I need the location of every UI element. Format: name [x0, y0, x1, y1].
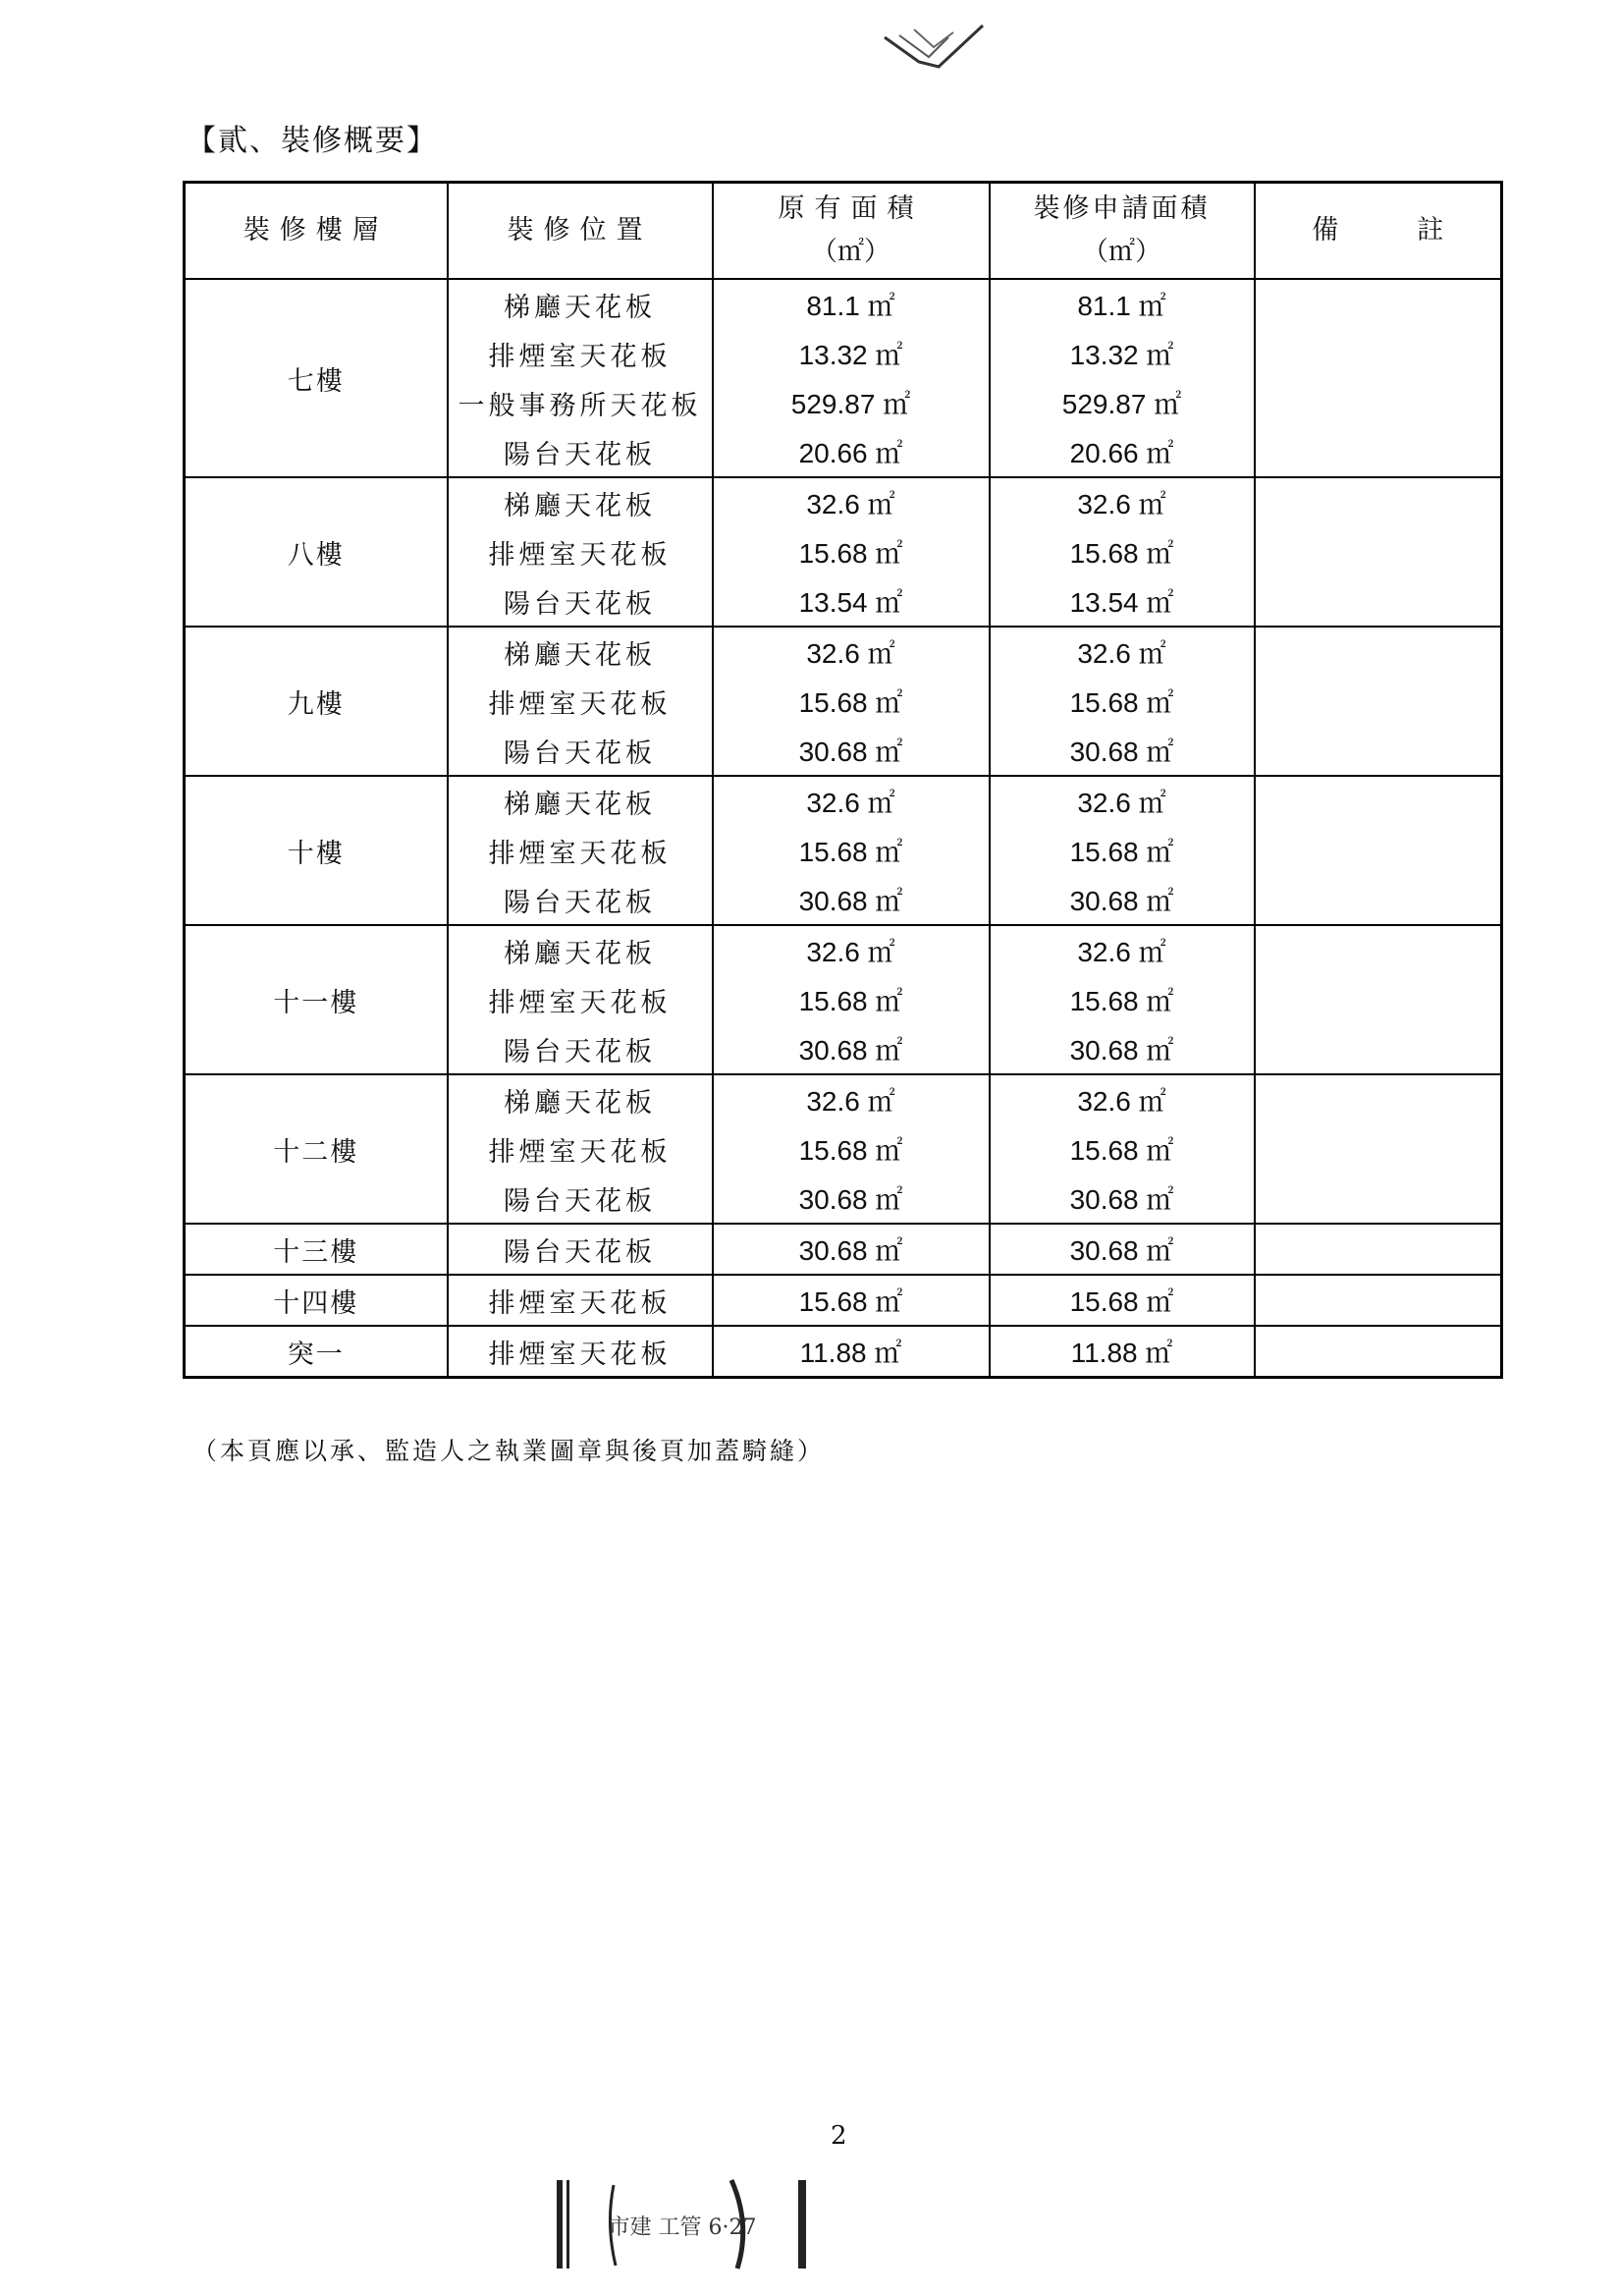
position-cell: 排煙室天花板: [448, 975, 713, 1024]
remark-cell: [1255, 279, 1502, 329]
original-area-cell: 32.6 ㎡: [713, 477, 990, 527]
applied-area-cell: 81.1 ㎡: [990, 279, 1255, 329]
position-cell: 梯廳天花板: [448, 477, 713, 527]
applied-area-cell: 15.68 ㎡: [990, 975, 1255, 1024]
position-cell: 梯廳天花板: [448, 279, 713, 329]
header-applied-area-unit: （㎡）: [1082, 237, 1161, 267]
applied-area-cell: 32.6 ㎡: [990, 627, 1255, 677]
floor-cell: 十一樓: [185, 925, 448, 1074]
position-cell: 梯廳天花板: [448, 627, 713, 677]
original-area-cell: 32.6 ㎡: [713, 776, 990, 826]
remark-cell: [1255, 378, 1502, 427]
remark-cell: [1255, 677, 1502, 726]
header-remark-left: 備: [1312, 215, 1339, 246]
original-area-cell: 13.54 ㎡: [713, 576, 990, 627]
remark-cell: [1255, 627, 1502, 677]
remark-cell: [1255, 1124, 1502, 1174]
header-remark: [1255, 183, 1502, 280]
remark-cell: [1255, 826, 1502, 875]
footnote: （本頁應以承、監造人之執業圖章與後頁加蓋騎縫）: [192, 1437, 826, 1465]
applied-area-cell: 30.68 ㎡: [990, 875, 1255, 925]
floor-cell: 十樓: [185, 776, 448, 925]
position-cell: 排煙室天花板: [448, 329, 713, 378]
applied-area-cell: 30.68 ㎡: [990, 1174, 1255, 1224]
position-cell: 排煙室天花板: [448, 1124, 713, 1174]
original-area-cell: 30.68 ㎡: [713, 875, 990, 925]
original-area-cell: 15.68 ㎡: [713, 975, 990, 1024]
applied-area-cell: 13.54 ㎡: [990, 576, 1255, 627]
applied-area-cell: 15.68 ㎡: [990, 1275, 1255, 1326]
original-area-cell: 15.68 ㎡: [713, 527, 990, 576]
remark-cell: [1255, 1224, 1502, 1275]
original-area-cell: 30.68 ㎡: [713, 1024, 990, 1074]
original-area-cell: 11.88 ㎡: [713, 1326, 990, 1378]
position-cell: 排煙室天花板: [448, 527, 713, 576]
remark-cell: [1255, 1326, 1502, 1378]
renovation-summary-table: [183, 181, 1503, 1379]
applied-area-cell: 32.6 ㎡: [990, 1074, 1255, 1124]
original-area-cell: 13.32 ㎡: [713, 329, 990, 378]
original-area-cell: 32.6 ㎡: [713, 627, 990, 677]
original-area-cell: 529.87 ㎡: [713, 378, 990, 427]
applied-area-cell: 30.68 ㎡: [990, 726, 1255, 776]
position-cell: 排煙室天花板: [448, 1275, 713, 1326]
table-row: [185, 627, 1502, 677]
position-cell: 梯廳天花板: [448, 925, 713, 975]
header-floor: 裝修樓層: [185, 183, 448, 280]
position-cell: 陽台天花板: [448, 1024, 713, 1074]
bottom-seal-stamp: [555, 2175, 810, 2273]
remark-cell: [1255, 1174, 1502, 1224]
position-cell: 陽台天花板: [448, 576, 713, 627]
remark-cell: [1255, 576, 1502, 627]
applied-area-cell: 32.6 ㎡: [990, 477, 1255, 527]
position-cell: 陽台天花板: [448, 427, 713, 477]
bottom-seal-text: 市建 工管 6·27: [608, 2215, 757, 2240]
section-title: 【貳、裝修概要】: [187, 124, 438, 158]
top-seal-stamp: [880, 18, 988, 79]
page-number: 2: [831, 2121, 847, 2151]
applied-area-cell: 529.87 ㎡: [990, 378, 1255, 427]
remark-cell: [1255, 329, 1502, 378]
table-row: [185, 1224, 1502, 1275]
applied-area-cell: 15.68 ㎡: [990, 1124, 1255, 1174]
position-cell: 陽台天花板: [448, 1224, 713, 1275]
applied-area-cell: 30.68 ㎡: [990, 1024, 1255, 1074]
applied-area-cell: 15.68 ㎡: [990, 527, 1255, 576]
header-original-area-label: 原有面積: [778, 193, 924, 224]
applied-area-cell: 32.6 ㎡: [990, 776, 1255, 826]
remark-cell: [1255, 875, 1502, 925]
applied-area-cell: 30.68 ㎡: [990, 1224, 1255, 1275]
table-row: [185, 1275, 1502, 1326]
table-row: [185, 477, 1502, 527]
floor-cell: 九樓: [185, 627, 448, 776]
original-area-cell: 15.68 ㎡: [713, 1124, 990, 1174]
original-area-cell: 15.68 ㎡: [713, 1275, 990, 1326]
header-original-area: [713, 183, 990, 280]
applied-area-cell: 32.6 ㎡: [990, 925, 1255, 975]
remark-cell: [1255, 527, 1502, 576]
remark-cell: [1255, 925, 1502, 975]
floor-cell: 八樓: [185, 477, 448, 627]
remark-cell: [1255, 726, 1502, 776]
applied-area-cell: 15.68 ㎡: [990, 826, 1255, 875]
floor-cell: 七樓: [185, 279, 448, 477]
original-area-cell: 32.6 ㎡: [713, 925, 990, 975]
position-cell: 排煙室天花板: [448, 677, 713, 726]
original-area-cell: 81.1 ㎡: [713, 279, 990, 329]
applied-area-cell: 15.68 ㎡: [990, 677, 1255, 726]
original-area-cell: 30.68 ㎡: [713, 1174, 990, 1224]
applied-area-cell: 20.66 ㎡: [990, 427, 1255, 477]
remark-cell: [1255, 1024, 1502, 1074]
table-row: [185, 925, 1502, 975]
original-area-cell: 20.66 ㎡: [713, 427, 990, 477]
table-row: [185, 776, 1502, 826]
table-row: [185, 279, 1502, 329]
position-cell: 梯廳天花板: [448, 776, 713, 826]
position-cell: 陽台天花板: [448, 1174, 713, 1224]
position-cell: 一般事務所天花板: [448, 378, 713, 427]
remark-cell: [1255, 1074, 1502, 1124]
header-remark-right: 註: [1417, 215, 1444, 246]
header-applied-area: [990, 183, 1255, 280]
position-cell: 陽台天花板: [448, 875, 713, 925]
remark-cell: [1255, 477, 1502, 527]
original-area-cell: 30.68 ㎡: [713, 726, 990, 776]
floor-cell: 十二樓: [185, 1074, 448, 1224]
floor-cell: 十三樓: [185, 1224, 448, 1275]
remark-cell: [1255, 975, 1502, 1024]
remark-cell: [1255, 427, 1502, 477]
header-original-area-unit: （㎡）: [811, 237, 890, 267]
position-cell: 梯廳天花板: [448, 1074, 713, 1124]
original-area-cell: 15.68 ㎡: [713, 677, 990, 726]
floor-cell: 突一: [185, 1326, 448, 1378]
table-body: [185, 279, 1502, 1378]
header-position: 裝修位置: [448, 183, 713, 280]
position-cell: 排煙室天花板: [448, 826, 713, 875]
table-row: [185, 1074, 1502, 1124]
original-area-cell: 30.68 ㎡: [713, 1224, 990, 1275]
position-cell: 陽台天花板: [448, 726, 713, 776]
table-header-row: [185, 183, 1502, 280]
remark-cell: [1255, 1275, 1502, 1326]
remark-cell: [1255, 776, 1502, 826]
applied-area-cell: 11.88 ㎡: [990, 1326, 1255, 1378]
original-area-cell: 15.68 ㎡: [713, 826, 990, 875]
position-cell: 排煙室天花板: [448, 1326, 713, 1378]
floor-cell: 十四樓: [185, 1275, 448, 1326]
applied-area-cell: 13.32 ㎡: [990, 329, 1255, 378]
header-applied-area-label: 裝修申請面積: [1033, 193, 1211, 224]
original-area-cell: 32.6 ㎡: [713, 1074, 990, 1124]
table-row: [185, 1326, 1502, 1378]
